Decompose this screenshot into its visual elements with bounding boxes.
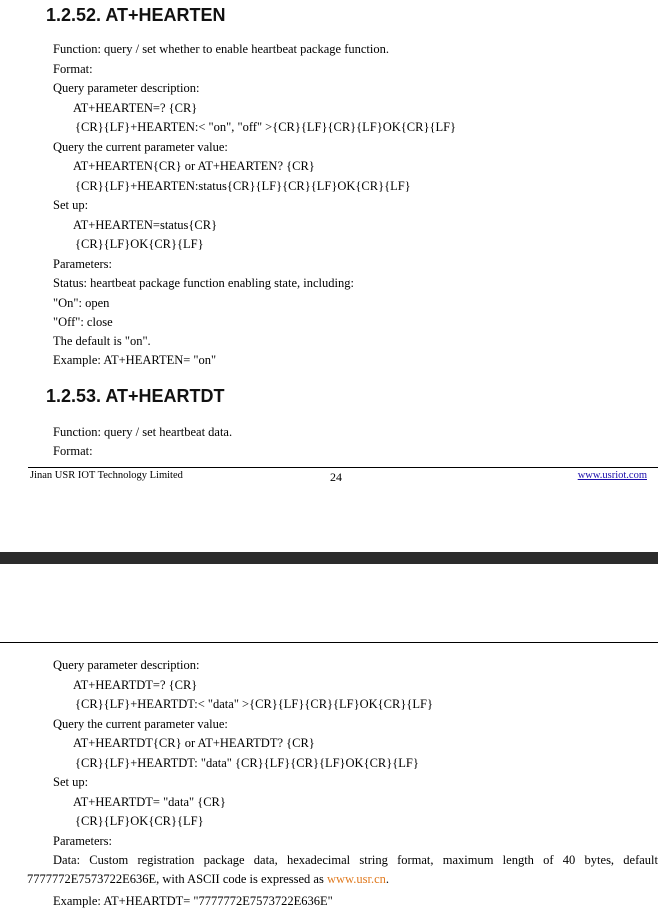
paragraph-end: . <box>385 872 389 886</box>
document-page-25 <box>0 564 658 908</box>
footer-page-number: 24 <box>330 470 342 484</box>
paragraph-line-1: Data: Custom registration package data, hexadecimal string format, maximum length of 40 bytes, default <box>53 853 658 867</box>
text-line: Set up: <box>53 198 89 212</box>
code-line: {CR}{LF}OK{CR}{LF} <box>75 814 204 828</box>
paragraph-line-2: 7777772E7573722E636E, with ASCII code is expressed as <box>27 872 327 886</box>
text-line: Query the current parameter value: <box>53 717 228 731</box>
usr-website-link[interactable]: www.usr.cn <box>326 872 386 886</box>
code-line: AT+HEARTDT= "data" {CR} <box>73 795 226 809</box>
text-line: Query parameter description: <box>53 658 200 672</box>
footer-company: Jinan USR IOT Technology Limited <box>30 470 183 481</box>
text-line: Function: query / set heartbeat data. <box>53 425 233 439</box>
text-line: Function: query / set whether to enable heartbeat package function. <box>53 42 389 56</box>
text-line: "On": open <box>53 296 110 310</box>
text-line: Set up: <box>53 775 89 789</box>
text-line: Parameters: <box>53 257 113 271</box>
text-line: Format: <box>53 62 93 76</box>
header-rule <box>0 642 658 643</box>
section-heading-heartdt: 1.2.53. AT+HEARTDT <box>46 386 225 406</box>
code-line: AT+HEARTDT{CR} or AT+HEARTDT? {CR} <box>73 736 315 750</box>
example-line: Example: AT+HEARTDT= "7777772E7573722E636E" <box>53 894 333 908</box>
code-line: {CR}{LF}+HEARTDT: "data" {CR}{LF}{CR}{LF}OK{CR}{LF} <box>75 756 419 770</box>
text-line: "Off": close <box>53 315 113 329</box>
text-line: The default is "on". <box>53 334 151 348</box>
page-separator <box>0 552 658 564</box>
text-line: Query the current parameter value: <box>53 140 228 154</box>
code-line: AT+HEARTEN=status{CR} <box>73 218 218 232</box>
footer-website-link[interactable]: www.usriot.com <box>577 470 647 481</box>
text-line: Query parameter description: <box>53 81 200 95</box>
code-line: {CR}{LF}OK{CR}{LF} <box>75 237 204 251</box>
text-line: Format: <box>53 444 93 458</box>
code-line: {CR}{LF}+HEARTEN:< "on", "off" >{CR}{LF}{CR}{LF}OK{CR}{LF} <box>75 120 457 134</box>
text-line: Example: AT+HEARTEN= "on" <box>53 353 217 367</box>
data-parameter-paragraph <box>27 851 658 889</box>
footer-rule <box>28 467 658 468</box>
code-line: AT+HEARTEN{CR} or AT+HEARTEN? {CR} <box>73 159 315 173</box>
text-line: Status: heartbeat package function enabling state, including: <box>53 276 354 290</box>
code-line: AT+HEARTDT=? {CR} <box>73 678 198 692</box>
code-line: {CR}{LF}+HEARTDT:< "data" >{CR}{LF}{CR}{LF}OK{CR}{LF} <box>75 697 433 711</box>
code-line: {CR}{LF}+HEARTEN:status{CR}{LF}{CR}{LF}OK{CR}{LF} <box>75 179 411 193</box>
section-heading-hearten: 1.2.52. AT+HEARTEN <box>46 5 226 25</box>
text-line: Parameters: <box>53 834 113 848</box>
code-line: AT+HEARTEN=? {CR} <box>73 101 198 115</box>
